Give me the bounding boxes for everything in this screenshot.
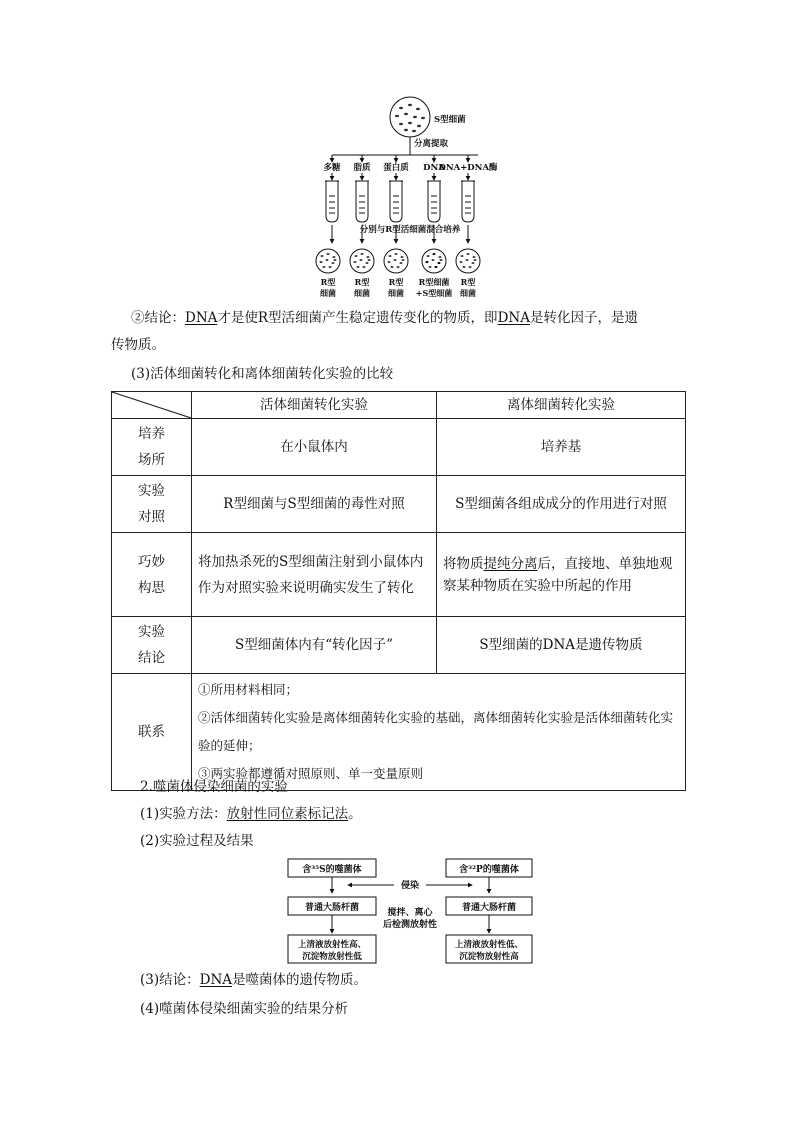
link-item-1: ①所用材料相同； [198, 682, 299, 697]
row-header: 联系 [112, 674, 192, 791]
conclusion-mid: 才是使R型活细菌产生稳定遗传变化的物质，即 [217, 310, 498, 326]
table-cell: S型细菌体内有“转化因子” [192, 617, 437, 674]
conclusion-3-line: (3)结论：DNA是噬菌体的遗传物质。 [140, 972, 368, 988]
mix-label: 分别与R型活细菌混合培养 [359, 225, 461, 235]
table-cell: S型细菌的DNA是遗传物质 [437, 617, 686, 674]
right-result-1: 上清液放射性低、 [454, 940, 524, 950]
process-label-1: 搅拌、离心 [387, 908, 433, 918]
result-dish [422, 249, 446, 273]
table-header-row [112, 392, 686, 419]
left-result-2: 沉淀物放射性低 [302, 952, 362, 962]
table-row [112, 476, 686, 533]
result-dish [456, 249, 480, 273]
table-row [112, 419, 686, 476]
right-ecoli-box: 普通大肠杆菌 [461, 903, 517, 913]
table-row-link [112, 674, 686, 791]
table-row [112, 617, 686, 674]
section-4-title: (4)噬菌体侵染细菌实验的结果分析 [140, 1001, 349, 1017]
test-tube [325, 181, 339, 222]
left-ecoli-box: 普通大肠杆菌 [304, 903, 360, 913]
result-label-line-2: 细菌 [320, 288, 336, 298]
left-result-1: 上清液放射性高、 [297, 940, 367, 950]
section-2-title: 2.噬菌体侵染细菌的实验 [140, 779, 288, 795]
right-top-box: 含³²P的噬菌体 [459, 865, 519, 875]
row-header: 实验 对照 [112, 476, 192, 533]
row-header: 培养 场所 [112, 419, 192, 476]
result-dish [350, 249, 374, 273]
conclusion-3-dna: DNA [199, 972, 233, 988]
row-header: 巧妙 构思 [112, 533, 192, 617]
test-tube [461, 181, 475, 222]
phage-experiment-diagram [286, 857, 536, 965]
s-bacteria-dish [390, 97, 430, 137]
method-underlined: 放射性同位素标记法 [226, 806, 349, 822]
result-label-line-1: R型 [354, 277, 370, 287]
process-title: (2)实验过程及结果 [140, 833, 254, 849]
result-label-line-2: +S型细菌 [415, 288, 453, 298]
left-top-box: 含³⁵S的噬菌体 [302, 865, 362, 875]
component-label: 脂质 [353, 163, 371, 173]
table-cell: 将加热杀死的S型细菌注射到小鼠体内作为对照实验来说明确实发生了转化 [192, 533, 437, 617]
table-cell: R型细菌与S型细菌的毒性对照 [192, 476, 437, 533]
result-label-line-2: 细菌 [354, 288, 370, 298]
infect-label: 侵染 [400, 881, 420, 891]
table-cell: 将物质提纯分离后，直接地、单独地观察某种物质在实验中所起的作用 [437, 533, 686, 617]
result-label-line-1: R型 [388, 277, 404, 287]
result-label-line-2: 细菌 [460, 288, 476, 298]
result-label-line-2: 细菌 [388, 288, 404, 298]
result-dish [316, 249, 340, 273]
bacteria-transformation-diagram [300, 92, 520, 304]
conclusion-dna-2: DNA [497, 310, 530, 326]
link-item-3: ③两实验都遵循对照原则、单一变量原则 [198, 766, 424, 781]
component-label: DNA [423, 163, 445, 173]
test-tube [427, 181, 441, 222]
section-3-title: (3)活体细菌转化和离体细菌转化实验的比较 [131, 366, 394, 382]
extract-label: 分离提取 [414, 139, 449, 149]
test-tube [389, 181, 403, 222]
result-label-line-1: R型 [460, 277, 476, 287]
table-row [112, 533, 686, 617]
link-item-2: ②活体细菌转化实验是离体细菌转化实验的基础，离体细菌转化实验是活体细菌转化实验的延伸； [198, 710, 674, 753]
conclusion-dna-1: DNA [185, 310, 218, 326]
table-cell: 在小鼠体内 [192, 419, 437, 476]
table-cell: S型细菌各组成成分的作用进行对照 [437, 476, 686, 533]
component-label: DNA+DNA酶 [438, 163, 498, 173]
component-label: 多糖 [323, 163, 341, 173]
process-label-2: 后检测放射性 [382, 920, 438, 930]
column-header-in-vivo: 活体细菌转化实验 [192, 392, 437, 419]
row-header: 实验 结论 [112, 617, 192, 674]
conclusion-line-1 [131, 305, 638, 332]
column-header-in-vitro: 离体细菌转化实验 [437, 392, 686, 419]
conclusion-end: 是转化因子，是遗 [529, 310, 638, 326]
conclusion-marker: ②结论： [131, 310, 185, 326]
result-label-line-1: R型细菌 [418, 277, 450, 287]
test-tube [355, 181, 369, 222]
method-line: (1)实验方法：放射性同位素标记法。 [140, 806, 362, 822]
conclusion-line-2: 传物质。 [111, 337, 165, 353]
result-dish [384, 249, 408, 273]
result-label-line-1: R型 [320, 277, 336, 287]
diagonal-header-cell [112, 392, 192, 419]
s-bacteria-label: S型细菌 [434, 115, 466, 125]
table-cell: 培养基 [437, 419, 686, 476]
comparison-table [111, 391, 686, 791]
link-cell [192, 674, 686, 791]
component-label: 蛋白质 [383, 163, 409, 173]
right-result-2: 沉淀物放射性高 [459, 952, 519, 962]
